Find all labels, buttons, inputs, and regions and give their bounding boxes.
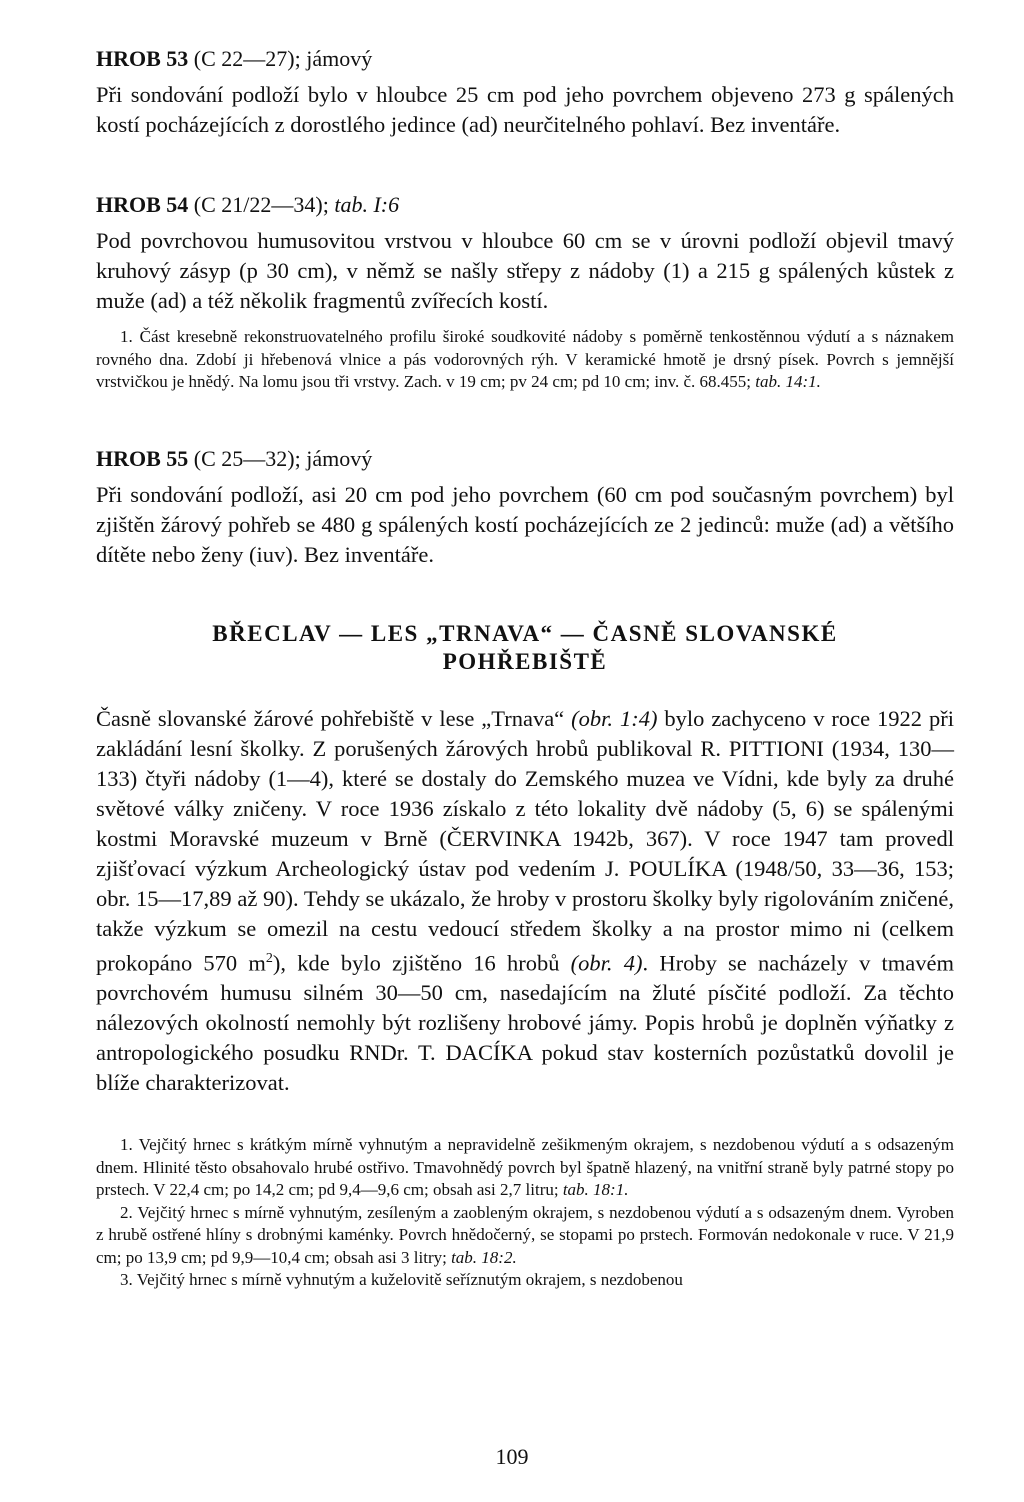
grave-item bbox=[96, 326, 954, 394]
grave-item-text: 1. Část kresebně rekonstruovatelného profilu široké soudkovité nádoby s poměrně tenkostěnnou výdutí a s náznakem rovného dna. Zdobí ji hřebenová vlnice a pás vodorovných rýh. V keramické hmotě je drsný písek. Povrch s jemnější vrstvičkou je hnědý. Na lomu jsou tři vrstvy. Zach. v 19 cm; pv 24 cm; pd 10 cm; inv. č. 68.455; bbox=[96, 327, 954, 391]
grave-meta: (C 22—27); jámový bbox=[188, 46, 373, 71]
section-figure-ref: (obr. 1:4) bbox=[571, 705, 658, 731]
grave-meta: (C 21/22—34); bbox=[188, 192, 335, 217]
page-number: 109 bbox=[495, 1444, 529, 1469]
item-text: 2. Vejčitý hrnec s mírně vyhnutým, zesíleným a zaobleným okrajem, s nezdobenou výdutí a s odsazeným dnem. Vyroben z hrubě ostřené hlíny s drobnými kaménky. Povrch hnědočerný, se stopami po prstech. Formován nedokonale v ruce. V 21,9 cm; po 13,9 cm; pd 9,9—10,4 cm; obsah asi 3 litry; bbox=[96, 1202, 954, 1267]
grave-meta-ref: tab. I:6 bbox=[334, 192, 400, 217]
grave-description: Při sondování podloží, asi 20 cm pod jeho povrchem (60 cm pod současným povrchem) byl zjištěn žárový pohřeb se 480 g spálených kostí pocházejících ze 2 jedinců: muže (ad) a většího dítěte nebo ženy (iuv). Bez inventáře. bbox=[96, 481, 954, 567]
section-title-line1: BŘECLAV — LES „TRNAVA“ — ČASNĚ SLOVANSKÉ bbox=[212, 620, 838, 646]
grave-item-ref: tab. 14:1. bbox=[755, 372, 821, 391]
item-list bbox=[96, 1134, 954, 1292]
item-ref: tab. 18:1. bbox=[562, 1180, 629, 1199]
grave-description: Při sondování podloží bylo v hloubce 25 cm pod jeho povrchem objeveno 273 g spálených kostí pocházejících z dorostlého jedince (ad) neurčitelného pohlaví. Bez inventáře. bbox=[96, 82, 954, 137]
grave-title: HROB 53 bbox=[96, 46, 189, 71]
section-title-line2: POHŘEBIŠTĚ bbox=[442, 648, 608, 674]
grave-55 bbox=[96, 444, 954, 570]
section-paragraph bbox=[96, 704, 954, 1099]
section-text: Časně slovanské žárové pohřebiště v lese „Trnava“ bbox=[96, 705, 572, 731]
item-text: 3. Vejčitý hrnec s mírně vyhnutým a kuželovitě seříznutým okrajem, s nezdobenou bbox=[120, 1270, 683, 1289]
superscript: 2 bbox=[265, 950, 273, 966]
list-item bbox=[96, 1269, 954, 1292]
section-text: bylo zachyceno v roce 1922 při zakládání lesní školky. Z porušených žárových hrobů publikoval R. PITTIONI (1934, 130—133) čtyři nádoby (1—4), které se dostaly do Zemského muzea ve Vídni, kde byly za druhé světové války zničeny. V roce 1936 získalo z této lokality dvě nádoby (5, 6) se spálenými kostmi Moravské muzeum v Brně (ČERVINKA 1942b, 367). V roce 1947 tam provedl zjišťovací výzkum Archeologický ústav pod vedením J. POULÍKA (1948/50, 33—36, 153; obr. 15—17,89 až 90). Tehdy se ukázalo, že hroby v prostoru školky byly rigolováním zničené, takže výzkum se omezil na cestu vedoucí středem školky a na prostor mimo ni (celkem prokopáno 570 m bbox=[96, 705, 954, 975]
grave-54 bbox=[96, 190, 954, 394]
grave-title: HROB 54 bbox=[96, 192, 189, 217]
grave-heading bbox=[96, 44, 954, 74]
list-item bbox=[96, 1134, 954, 1202]
section-heading bbox=[96, 620, 954, 676]
section-text: ), kde bylo zjištěno 16 hrobů bbox=[272, 950, 571, 975]
list-item bbox=[96, 1202, 954, 1270]
grave-heading bbox=[96, 190, 954, 220]
item-text: 1. Vejčitý hrnec s krátkým mírně vyhnutým a nepravidelně zešikmeným okrajem, s nezdobenou výdutí a s odsazeným dnem. Hlinité těsto obsahovalo hrubé ostřivo. Tmavohnědý povrch byl špatně hlazený, na vnitřní straně byly patrné stopy po prstech. V 22,4 cm; po 14,2 cm; pd 9,4—9,6 cm; obsah asi 2,7 litru; bbox=[96, 1135, 954, 1199]
section-figure-ref: (obr. 4) bbox=[570, 950, 643, 975]
grave-description: Pod povrchovou humusovitou vrstvou v hloubce 60 cm se v úrovni podloží objevil tmavý kruhový zásyp (p 30 cm), v němž se našly střepy z nádoby (1) a 215 g spálených kůstek z muže (ad) a též několik fragmentů zvířecích kostí. bbox=[96, 228, 954, 313]
grave-53 bbox=[96, 44, 954, 140]
item-ref: tab. 18:2. bbox=[451, 1247, 517, 1267]
grave-meta: (C 25—32); jámový bbox=[188, 445, 373, 471]
grave-title: HROB 55 bbox=[96, 445, 189, 471]
grave-heading bbox=[96, 444, 954, 474]
section-text: . Hroby se nacházely v tmavém povrchovém humusu silném 30—50 cm, nasedajícím na žluté písčité podloží. Za těchto nálezových okolností nemohly být rozlišeny hrobové jámy. Popis hrobů je doplněn výňatky z antropologického posudku RNDr. T. DACÍKA pokud stav kosterních pozůstatků dovolil je blíže charakterizovat. bbox=[96, 950, 955, 1095]
